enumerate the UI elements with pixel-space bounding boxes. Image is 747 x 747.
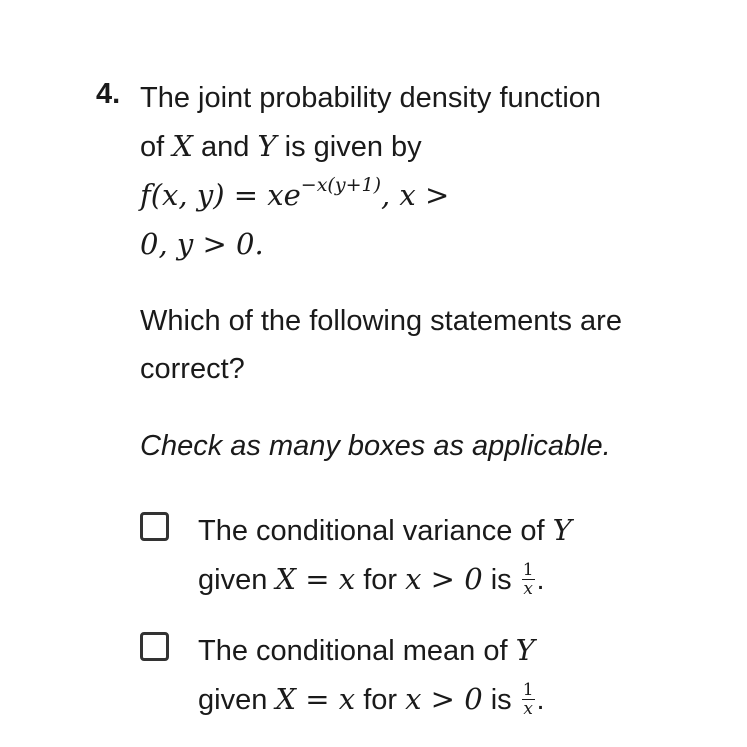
option-range: x > 0 bbox=[405, 682, 483, 716]
question-statement bbox=[140, 74, 660, 269]
option-text-start: The conditional mean of bbox=[198, 635, 516, 667]
option-text-for: for bbox=[355, 564, 406, 596]
density-formula-rhs: , x > bbox=[381, 178, 450, 212]
option-condition: X = x bbox=[275, 562, 356, 596]
variable-x: X bbox=[172, 129, 193, 163]
option-text-start: The conditional variance of bbox=[198, 515, 553, 547]
option-text-given: given bbox=[198, 564, 276, 596]
option-variable: Y bbox=[515, 633, 535, 667]
option-text-given: given bbox=[198, 684, 276, 716]
fraction-numerator: 1 bbox=[522, 679, 534, 700]
question-instruction: Check as many boxes as applicable. bbox=[140, 430, 611, 462]
variable-y: Y bbox=[257, 129, 277, 163]
fraction-numerator: 1 bbox=[522, 559, 534, 580]
answer-option-text bbox=[198, 506, 668, 604]
option-condition: X = x bbox=[275, 682, 356, 716]
question-text-and: and bbox=[192, 131, 258, 163]
option-range: x > 0 bbox=[405, 562, 483, 596]
option-text-end: . bbox=[536, 564, 545, 596]
fraction-one-over-x bbox=[522, 561, 535, 598]
option-text-for: for bbox=[355, 684, 406, 716]
checkbox-option-2[interactable] bbox=[140, 632, 169, 661]
question-number: 4. bbox=[96, 78, 121, 110]
option-text-is: is bbox=[482, 564, 520, 596]
density-formula-domain: 0, y > 0. bbox=[140, 227, 264, 261]
question-text-line1: The joint probability density function bbox=[140, 82, 602, 114]
question-prompt: Which of the following statements are correct? bbox=[140, 305, 622, 385]
fraction-one-over-x bbox=[522, 681, 535, 718]
option-text-is: is bbox=[482, 684, 520, 716]
option-text-end: . bbox=[536, 684, 545, 716]
answer-option-text bbox=[198, 626, 668, 724]
checkbox-option-1[interactable] bbox=[140, 512, 169, 541]
question-text-given-by: is given by bbox=[276, 131, 422, 163]
density-formula-lhs: f(x, y) = xe bbox=[140, 178, 301, 212]
question-text-of: of bbox=[140, 131, 173, 163]
density-formula-exponent: −x(y+1) bbox=[300, 174, 381, 196]
option-variable: Y bbox=[552, 513, 572, 547]
fraction-denominator: x bbox=[523, 578, 533, 599]
fraction-denominator: x bbox=[523, 698, 533, 719]
